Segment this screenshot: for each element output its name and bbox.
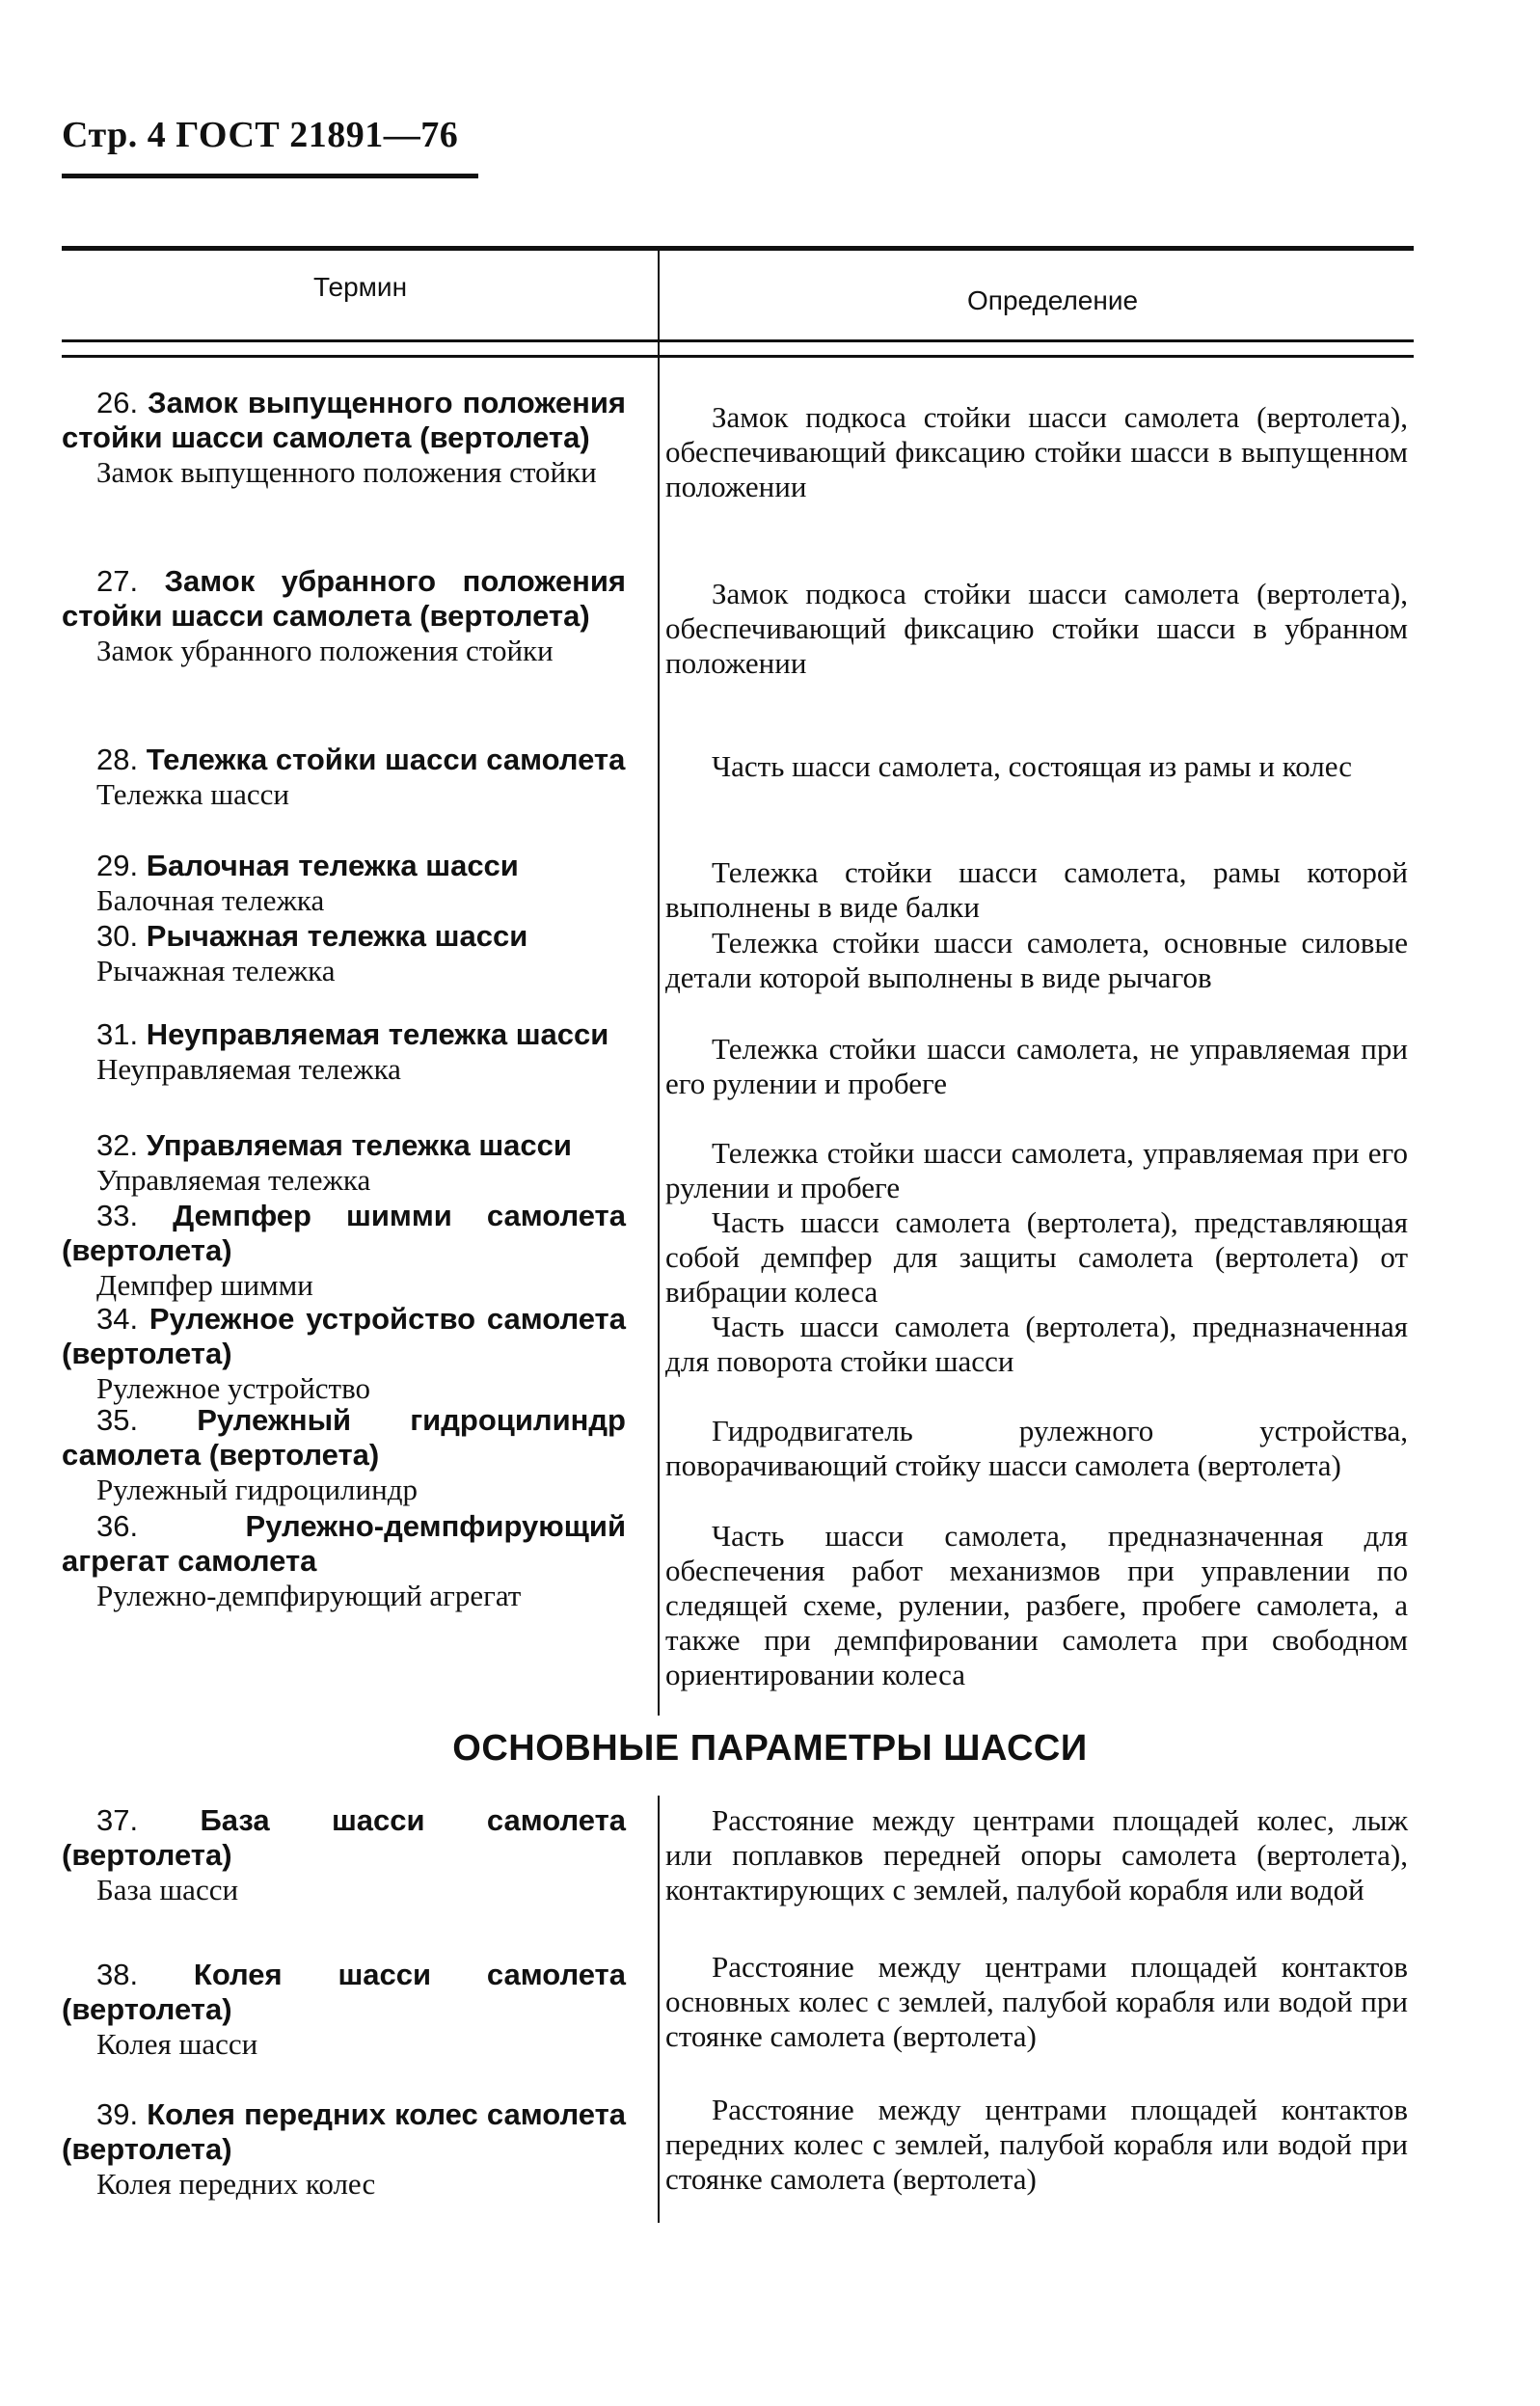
term-number: 26.: [96, 386, 149, 419]
term-title: [62, 743, 626, 777]
term-number: 32.: [96, 1128, 147, 1162]
term-number: 34.: [96, 1302, 149, 1336]
term-title: [62, 1302, 626, 1371]
definition-cell: Замок подкоса стойки шасси самолета (вертолета), обеспечивающий фиксацию стойки шасси в убранном положении: [665, 577, 1408, 680]
term-name: Управляемая тележка шасси: [146, 1128, 572, 1162]
term-name: Рулежный гидроцилиндр самолета (вертолета): [62, 1403, 626, 1472]
term-short-form: Балочная тележка: [96, 883, 325, 917]
term-short-form: Замок убранного положения стойки: [96, 634, 554, 667]
table-head-rule-1: [62, 339, 1414, 342]
term-short-form: Управляемая тележка: [96, 1163, 371, 1197]
term-title: [62, 1958, 626, 2027]
term-number: 28.: [96, 743, 147, 776]
definition-cell: Часть шасси самолета (вертолета), предназначенная для поворота стойки шасси: [665, 1310, 1408, 1378]
page-header: Стр. 4 ГОСТ 21891—76: [62, 115, 459, 155]
term-cell: [62, 1128, 626, 1198]
term-short-form: База шасси: [96, 1873, 239, 1906]
term-cell: [62, 1302, 626, 1406]
term-name: Балочная тележка шасси: [146, 849, 519, 882]
term-number: 37.: [96, 1803, 201, 1837]
definition-cell: Замок подкоса стойки шасси самолета (вертолета), обеспечивающий фиксацию стойки шасси в выпущенном положении: [665, 400, 1408, 503]
term-short-form: Рулежный гидроцилиндр: [96, 1473, 418, 1506]
column-divider-top: [658, 358, 660, 1716]
term-title: [62, 1509, 626, 1579]
term-name: Замок выпущенного положения стойки шасси самолета (вертолета): [62, 386, 626, 454]
term-cell: [62, 1803, 626, 1907]
term-number: 35.: [96, 1403, 198, 1437]
term-name: Демпфер шимми самолета (вертолета): [62, 1199, 626, 1267]
column-divider-bottom: [658, 1796, 660, 2223]
term-title: [62, 564, 626, 634]
definition-cell: Гидродвигатель рулежного устройства, поворачивающий стойку шасси самолета (вертолета): [665, 1414, 1408, 1482]
term-name: Колея передних колес самолета (вертолета): [62, 2097, 626, 2166]
term-name: Неуправляемая тележка шасси: [146, 1017, 609, 1051]
term-cell: [62, 564, 626, 668]
term-name: Рулежно-демпфирующий агрегат самолета: [62, 1509, 626, 1578]
column-header-term: Термин: [313, 272, 408, 302]
term-name: Замок убранного положения стойки шасси самолета (вертолета): [62, 564, 626, 633]
term-cell: [62, 1958, 626, 2062]
term-number: 30.: [96, 919, 147, 953]
term-cell: [62, 1403, 626, 1507]
definition-cell: Расстояние между центрами площадей колес, лыж или поплавков передней опоры самолета (вертолета), контактирующих с землей, палубой корабля или водой: [665, 1803, 1408, 1906]
term-number: 38.: [96, 1958, 194, 1991]
term-short-form: Неуправляемая тележка: [96, 1052, 401, 1086]
column-divider-head: [658, 251, 660, 355]
column-header-definition: Определение: [967, 285, 1139, 315]
term-number: 29.: [96, 849, 147, 882]
term-cell: [62, 849, 626, 918]
term-cell: [62, 919, 626, 988]
term-cell: [62, 1017, 626, 1087]
definition-cell: Расстояние между центрами площадей контактов основных колес с землей, палубой корабля или водой при стоянке самолета (вертолета): [665, 1950, 1408, 2053]
term-name: Рулежное устройство самолета (вертолета): [62, 1302, 626, 1370]
term-number: 27.: [96, 564, 165, 598]
definition-cell: Часть шасси самолета, состоящая из рамы и колес: [712, 749, 1353, 783]
definition-cell: Тележка стойки шасси самолета, основные силовые детали которой выполнены в виде рычагов: [665, 926, 1408, 994]
definition-cell: Тележка стойки шасси самолета, не управляемая при его рулении и пробеге: [665, 1032, 1408, 1100]
term-cell: [62, 1199, 626, 1303]
term-short-form: Рулежно-демпфирующий агрегат: [96, 1579, 522, 1612]
term-title: [62, 1803, 626, 1873]
term-title: [62, 919, 626, 954]
term-short-form: Демпфер шимми: [96, 1268, 313, 1302]
term-number: 33.: [96, 1199, 174, 1232]
term-title: [62, 1017, 626, 1052]
term-title: [62, 386, 626, 455]
term-short-form: Тележка шасси: [96, 777, 290, 811]
term-short-form: Рычажная тележка: [96, 954, 336, 987]
term-title: [62, 2097, 626, 2167]
term-name: Рычажная тележка шасси: [146, 919, 528, 953]
term-short-form: Замок выпущенного положения стойки: [96, 455, 597, 489]
definition-cell: Часть шасси самолета (вертолета), представляющая собой демпфер для защиты самолета (вертолета) от вибрации колеса: [665, 1205, 1408, 1309]
term-name: Колея шасси самолета (вертолета): [62, 1958, 626, 2026]
term-number: 39.: [96, 2097, 148, 2131]
table-top-rule: [62, 246, 1414, 251]
term-title: [62, 1403, 626, 1473]
header-rule: [62, 174, 478, 178]
term-cell: [62, 1509, 626, 1613]
term-short-form: Рулежное устройство: [96, 1371, 371, 1405]
term-name: База шасси самолета (вертолета): [62, 1803, 626, 1872]
term-short-form: Колея шасси: [96, 2027, 258, 2061]
definition-cell: Расстояние между центрами площадей контактов передних колес с землей, палубой корабля или водой при стоянке самолета (вертолета): [665, 2093, 1408, 2196]
term-title: [62, 1128, 626, 1163]
term-title: [62, 1199, 626, 1268]
term-number: 31.: [96, 1017, 147, 1051]
definition-cell: Тележка стойки шасси самолета, рамы которой выполнены в виде балки: [665, 855, 1408, 924]
definition-cell: Часть шасси самолета, предназначенная для обеспечения работ механизмов при управлении по следящей схеме, рулении, разбеге, пробеге самолета, а также при демпфировании самолета при свободном ориентировании колеса: [665, 1519, 1408, 1691]
section-title: ОСНОВНЫЕ ПАРАМЕТРЫ ШАССИ: [452, 1728, 1088, 1769]
term-number: 36.: [96, 1509, 246, 1543]
definition-cell: Тележка стойки шасси самолета, управляемая при его рулении и пробеге: [665, 1136, 1408, 1204]
term-cell: [62, 2097, 626, 2202]
term-title: [62, 849, 626, 883]
table-head-rule-2: [62, 355, 1414, 358]
term-cell: [62, 386, 626, 490]
term-name: Тележка стойки шасси самолета: [146, 743, 626, 776]
term-cell: [62, 743, 626, 812]
term-short-form: Колея передних колес: [96, 2167, 376, 2201]
